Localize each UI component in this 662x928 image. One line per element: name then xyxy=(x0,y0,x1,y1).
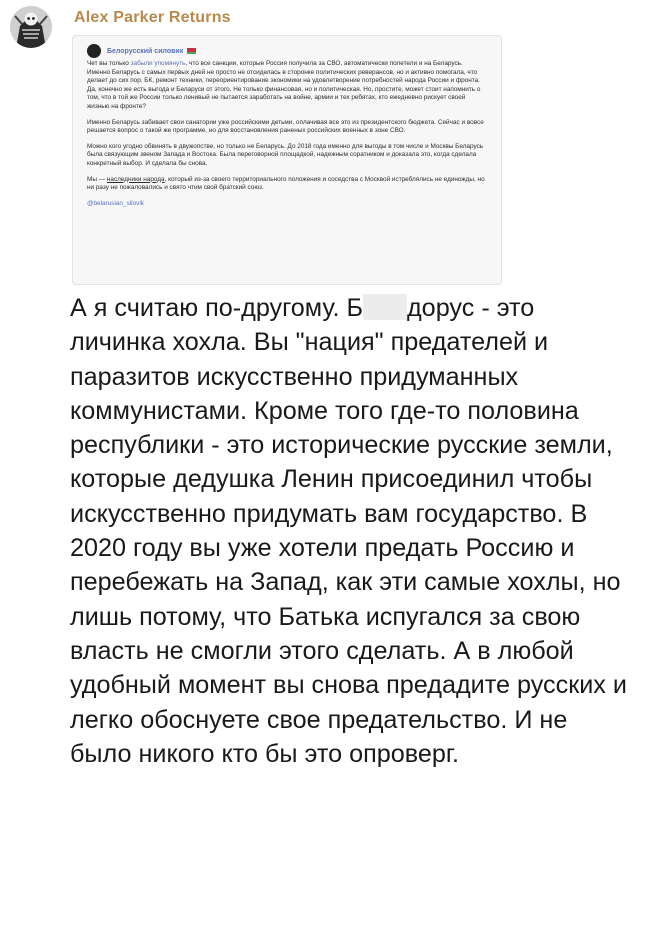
channel-handle-link[interactable]: @belarusian_silovik xyxy=(87,199,144,207)
belarus-flag-icon xyxy=(187,48,196,54)
quote-paragraph: Можно кого угодно обвинять в двужопстве, но только не Беларусь. До 2018 года именно для выгоды в том числе и Москвы Беларусь была связующим звеном Запада и Востока. Была переговорной площадкой, надежным соратником и доказала это, когда сделала конкретный выбор. И сделала бы снова. xyxy=(87,142,484,167)
comment-text-part: дорус - это личинка хохла. Вы "нация" предателей и паразитов искусственно придуманных коммунистами. Кроме того где-то половина республики - это исторические русские земли, которые дедушка Ленин присоединил чтобы искусственно придумать вам государство. В 2020 году вы уже хотели предать Россию и перебежать на Запад, как эти самые хохлы, но лишь потому, что Батька испугался за свою власть не смогли этого сделать. А в любой удобный момент вы снова предадите русских и легко обоснуете свое предательство. И не было никого кто бы это опроверг. xyxy=(70,294,627,768)
avatar[interactable] xyxy=(10,6,52,48)
comment-text xyxy=(70,291,630,771)
quote-text: Чет вы только xyxy=(87,60,131,67)
redaction-box xyxy=(363,294,407,320)
quote-link[interactable]: забыли упомянуть xyxy=(130,60,186,67)
quote-text: , что все санкции, которые Россия получила за СВО, автоматически полетели и на Беларусь. Именно Беларусь с самых первых дней не просто не отсиделась в сторонке политических реверансов, но и активно помогала, что делает до сих пор. БК, ремонт техники, переориентирование экономики на удовлетворение потребностей народа России и фронта. Да, конечно же есть выгода и Беларуси от этого. Не только финансовая, но и политическая. Но, простите, может стоит напомнить о том, что в той же России только ленивый не пытается заработать на войне, армии и тех ребятах, кто ежедневно рискует своей жизнью на фронте? xyxy=(87,60,481,110)
author-name[interactable]: Alex Parker Returns xyxy=(74,9,231,26)
channel-name[interactable]: Белорусский силовик xyxy=(107,47,184,55)
channel-logo-icon xyxy=(87,44,101,58)
quote-header xyxy=(87,42,487,60)
comment-text-part: А я считаю по-другому. Б xyxy=(70,294,363,322)
quote-paragraph xyxy=(87,176,487,193)
quote-underlined-link[interactable]: наследники народа xyxy=(106,175,165,183)
quote-paragraph: Именно Беларусь забивает свои санатории уже российскими детьми, оплачивая все это из президентского бюджета. Сейчас и вовсе решается вопрос о такой же программе, но для восстановления раненых российских военных в зоне СВО. xyxy=(87,118,484,135)
quote-text: Мы — xyxy=(87,175,107,183)
quote-text: , который из-за своего территориального положения и соседства с Москвой истреблялись не единожды, но ни разу не пожаловались и свято чтим свой братский союз. xyxy=(87,175,485,192)
skeleton-avatar-icon xyxy=(10,6,52,48)
quote-paragraph xyxy=(87,60,487,112)
forwarded-quote[interactable] xyxy=(72,35,502,285)
